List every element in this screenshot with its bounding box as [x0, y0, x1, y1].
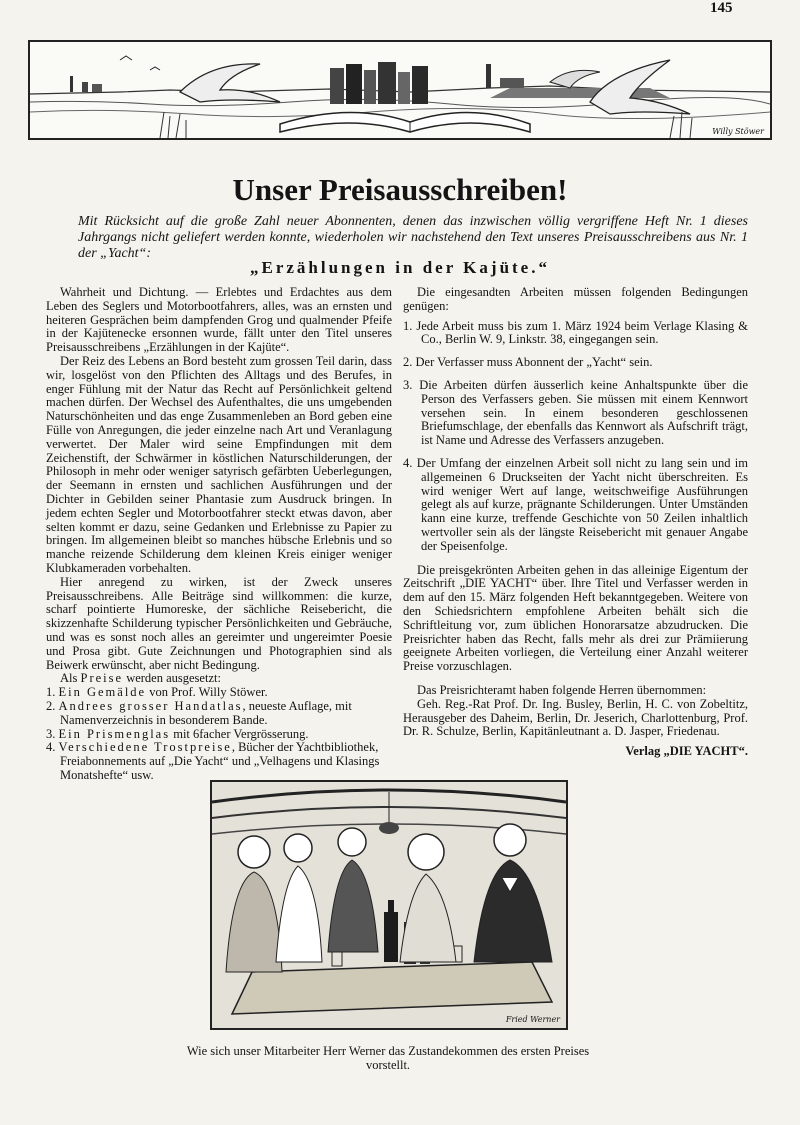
conditions-list: [403, 320, 748, 554]
list-item: 2. Der Verfasser muss Abonnent der „Yacht“ sein.: [403, 355, 653, 370]
list-item: 4. Der Umfang der einzelnen Arbeit soll nicht zu lang sein und im allgemeinen 6 Druckseiten der Yacht nicht überschreiten. Es wird weniger Wert auf lange, weitschweifige Ausführungen gelegt als auf kurze, prägnante Schilderungen. Unter Umständen kann eine kurze, treffende Geschichte von 50 Zeilen inhaltlich wertvoller sein als der längste Reisebericht mit genauer Angabe der Speisenfolge.: [403, 455, 749, 553]
list-item: 4. Verschiedene Trostpreise, Bücher der Yachtbibliothek, Freiabonnements auf „Die Yacht“ und „Velhagens und Klasings Monatshefte“ usw.: [46, 740, 380, 782]
prizes-intro-suffix: werden ausgesetzt:: [126, 671, 221, 686]
prizes-intro-prefix: Als: [60, 671, 78, 686]
list-item: 2. Andrees grosser Handatlas, neueste Auflage, mit Namenverzeichnis in besonderem Bande.: [46, 698, 352, 727]
men-in-cabin-drawing: [212, 782, 566, 1028]
list-item: 1. Ein Gemälde von Prof. Willy Stöwer.: [46, 685, 268, 700]
prizes-intro: [46, 672, 392, 686]
intro-paragraph: Mit Rücksicht auf die große Zahl neuer Abonnenten, denen das inzwischen völlig vergriffene Heft Nr. 1 dieses Jahrgangs nicht geliefert werden konnte, wiederholen wir nachstehend den Text unseres Preisausschreibens aus Nr. 1 der „Yacht“:: [78, 214, 748, 261]
right-column: [403, 286, 748, 759]
conditions-intro: Die eingesandten Arbeiten müssen folgenden Bedingungen genügen:: [403, 285, 748, 313]
jury-members: Geh. Reg.-Rat Prof. Dr. Ing. Busley, Berlin, H. C. von Zobeltitz, Herausgeber des Daheim, Berlin, Dr. Jeserich, Charlottenburg, Prof. Dr. R. Schulze, Berlin, Kapitänleutnant a. D. Jasper, Friedenau.: [403, 696, 748, 739]
list-item: 3. Die Arbeiten dürfen äusserlich keine Anhaltspunkte über die Person des Verfassers geben. Sie müssen mit einem Kennwort versehen sein. In einem besonderen geschlossenen Briefumschlage, der ebenfalls das Kennwort als Aufschrift trägt, ist Name und Adresse des Verfassers anzugeben.: [403, 377, 749, 448]
left-paragraph-3: Hier anregend zu wirken, ist der Zweck unseres Preisausschreibens. Alle Beiträge sind willkommen: die kurze, scharf pointierte Humoreske, der sächliche Reisebericht, die skizzenhafte Schilderung typischer Persönlichkeiten und Gebräuche, und was es sonst noch alles an gereimter und ungereimter Poesie und Prosa gibt. Gute Zeichnungen und Photographien sind als Beiwerk erwünscht, aber nicht Bedingung.: [46, 574, 392, 672]
header-signature: Willy Stöwer: [712, 127, 764, 136]
prizes-intro-word: Preise: [80, 671, 124, 686]
prize-list: [46, 686, 392, 783]
left-paragraph-2: Der Reiz des Lebens an Bord besteht zum grossen Teil darin, dass wir, losgelöst von den Pflichten des Alltags und des Berufes, in enger Fühlung mit der Natur das Recht auf Persönlichkeit geltend machen dürfen. Der Wechsel des Aufenthaltes, die uns umgebenden Naturschönheiten und das enge Zusammenleben an Bord geben eine Fülle von Anregungen, die jeder einzelne nach Art und Veranlagung verwertet. Der Maler wird seine Empfindungen mit dem Zeichenstift, der Schwärmer in köstlichen Naturschilderungen, der Philosoph in mehr oder weniger satyrisch gefärbten Ueberlegungen, der Seemann in ernsten und sachlichen Ausführungen und der Dichter in Gebilden seiner Phantasie zum Ausdruck bringen. In jedem echten Segler und Motorbootfahrer steckt etwas davon, aber selten kommt er dazu, seine Gedanken und Erlebnisse zu Papier zu bringen. Im allgemeinen bleibt so manches hübsche Erlebnis und so manche reizende Schilderung dem kleinen Kreis einiger weniger Klubkameraden vorbehalten.: [46, 353, 392, 575]
cabin-illustration: [210, 780, 568, 1030]
seascape-books-seagulls-drawing: [30, 42, 770, 138]
left-paragraph-1: Wahrheit und Dichtung. — Erlebtes und Erdachtes aus dem Leben des Seglers und Motorbootfahrers, alles, was an ernsten und heiteren Gesprächen beim dampfenden Grog und qualmender Pfeife in der Kajütenecke ersonnen wurde, fällt unter den Titel unseres Preisausschreibens „Erzählungen in der Kajüte“.: [46, 285, 392, 355]
jury-intro: Das Preisrichteramt haben folgende Herren übernommen:: [417, 682, 707, 697]
left-column: [46, 286, 392, 783]
awarded-works-paragraph: Die preisgekrönten Arbeiten gehen in das alleinige Eigentum der Zeitschrift „DIE YACHT“ über. Ihre Titel und Verfasser werden in dem auf den 15. März folgenden Heft bekanntgegeben. Weitere von den Schiedsrichtern empfohlene Arbeiten behält sich die Schriftleitung vor, zum üblichen Honorarsatze abzudrucken. Die Preisrichter haben das Recht, falls mehr als drei zur Prämiierung geeignete Arbeiten vorliegen, die Verteilung einer Anzahl weiterer Preise vorzuschlagen.: [403, 562, 748, 674]
page-number: 145: [710, 0, 733, 16]
illustration-signature: Fried Werner: [505, 1015, 560, 1024]
publisher-signature: Verlag „DIE YACHT“.: [625, 744, 748, 759]
article-title: Unser Preisausschreiben!: [232, 172, 568, 207]
list-item: 1. Jede Arbeit muss bis zum 1. März 1924 beim Verlage Klasing & Co., Berlin W. 9, Linkstr. 38, eingegangen sein.: [403, 318, 749, 347]
list-item: 3. Ein Prismenglas mit 6facher Vergrösserung.: [46, 726, 309, 741]
competition-subheading: „Erzählungen in der Kajüte.“: [250, 258, 550, 277]
header-illustration: [28, 40, 772, 140]
illustration-caption: Wie sich unser Mitarbeiter Herr Werner das Zustandekommen des ersten Preises vorstellt.: [186, 1044, 590, 1072]
